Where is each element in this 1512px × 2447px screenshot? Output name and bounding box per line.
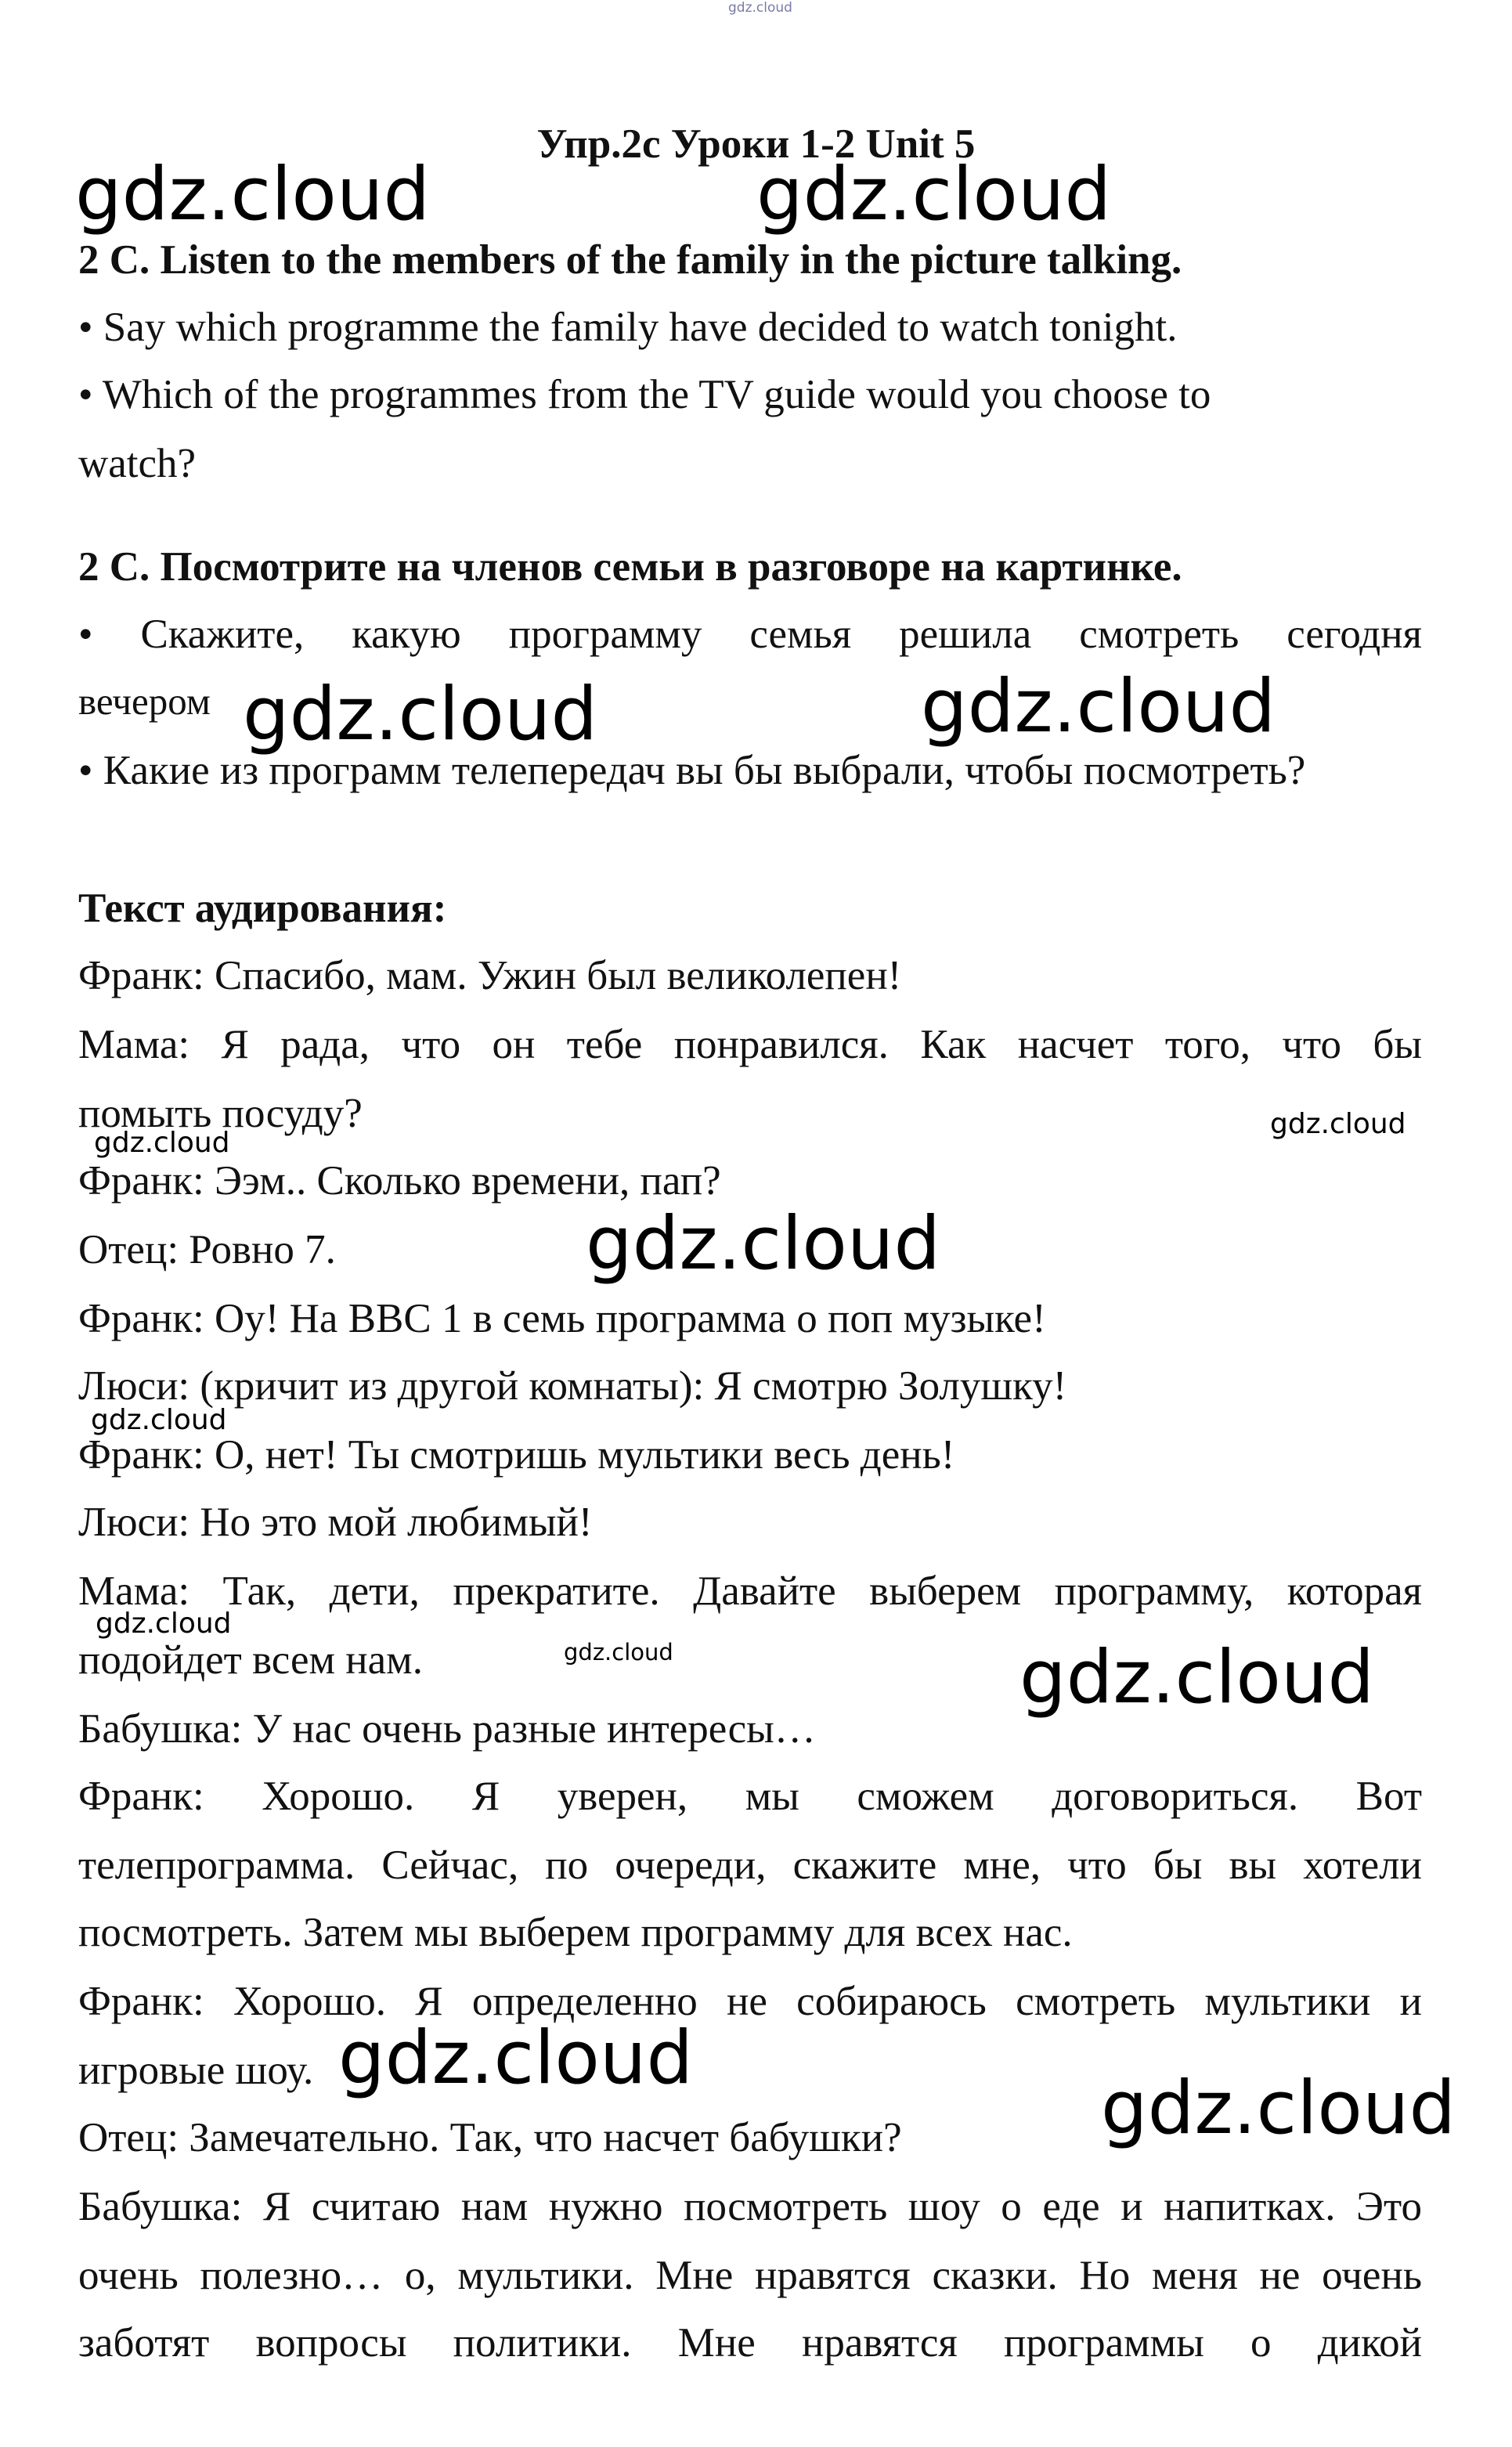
task-ru-heading: 2 C. Посмотрите на членов семьи в разговоре на картинке. bbox=[78, 544, 1182, 590]
transcript-line: игровые шоу. bbox=[78, 2048, 314, 2093]
site-mark: gdz.cloud bbox=[728, 0, 792, 16]
transcript-line: Франк: О, нет! Ты смотришь мультики весь день! bbox=[78, 1432, 955, 1478]
transcript-line: Франк: Спасибо, мам. Ужин был великолепен! bbox=[78, 953, 902, 998]
transcript-line: Бабушка: Я считаю нам нужно посмотреть шоу о еде и напитках. Это bbox=[78, 2184, 1422, 2229]
task-en-heading: 2 C. Listen to the members of the family in the picture talking. bbox=[78, 237, 1182, 283]
transcript-line: Люси: Но это мой любимый! bbox=[78, 1500, 593, 1545]
task-en-bullet-2-line-2: watch? bbox=[78, 441, 197, 486]
watermark: gdz.cloud bbox=[564, 1639, 673, 1666]
task-ru-bullet-1-line-2: вечером bbox=[78, 680, 211, 723]
watermark: gdz.cloud bbox=[1101, 2066, 1456, 2151]
transcript-heading: Текст аудирования: bbox=[78, 886, 447, 931]
transcript-line: телепрограмма. Сейчас, по очереди, скажите мне, что бы вы хотели bbox=[78, 1842, 1422, 1888]
transcript-line: подойдет всем нам. bbox=[78, 1637, 423, 1683]
transcript-line: Мама: Так, дети, прекратите. Давайте выберем программу, которая bbox=[78, 1568, 1422, 1614]
transcript-line: Отец: Ровно 7. bbox=[78, 1227, 336, 1272]
watermark: gdz.cloud bbox=[586, 1201, 941, 1287]
transcript-line: заботят вопросы политики. Мне нравятся программы о дикой bbox=[78, 2320, 1422, 2366]
transcript-line: Люси: (кричит из другой комнаты): Я смотрю Золушку! bbox=[78, 1363, 1067, 1409]
page-title: Упр.2с Уроки 1-2 Unit 5 bbox=[536, 121, 976, 167]
watermark: gdz.cloud bbox=[243, 672, 598, 757]
transcript-line: Франк: Хорошо. Я уверен, мы сможем договориться. Вот bbox=[78, 1774, 1422, 1819]
watermark: gdz.cloud bbox=[1019, 1635, 1375, 1720]
transcript-line: Отец: Замечательно. Так, что насчет бабушки? bbox=[78, 2115, 902, 2160]
task-ru-bullet-1-line-1: • Скажите, какую программу семья решила смотреть сегодня bbox=[78, 612, 1422, 657]
watermark: gdz.cloud bbox=[338, 2016, 694, 2101]
watermark: gdz.cloud bbox=[756, 152, 1112, 237]
task-en-bullet-2-line-1: • Which of the programmes from the TV guide would you choose to bbox=[78, 372, 1211, 417]
transcript-line: очень полезно… о, мультики. Мне нравятся сказки. Но меня не очень bbox=[78, 2253, 1422, 2298]
transcript-line: Франк: Ээм.. Сколько времени, пап? bbox=[78, 1158, 721, 1204]
transcript-line: Франк: Хорошо. Я определенно не собираюсь смотреть мультики и bbox=[78, 1979, 1422, 2024]
transcript-line: посмотреть. Затем мы выберем программу для всех нас. bbox=[78, 1910, 1073, 1955]
watermark: gdz.cloud bbox=[1270, 1108, 1406, 1140]
watermark: gdz.cloud bbox=[921, 664, 1276, 749]
transcript-line: Франк: Оу! На BBC 1 в семь программа о поп музыке! bbox=[78, 1296, 1046, 1341]
task-ru-bullet-2: • Какие из программ телепередач вы бы выбрали, чтобы посмотреть? bbox=[78, 748, 1306, 793]
watermark: gdz.cloud bbox=[75, 152, 431, 237]
watermark: gdz.cloud bbox=[94, 1127, 230, 1159]
transcript-line: Бабушка: У нас очень разные интересы… bbox=[78, 1706, 816, 1752]
transcript-line: помыть посуду? bbox=[78, 1091, 363, 1136]
task-en-bullet-1: • Say which programme the family have decided to watch tonight. bbox=[78, 305, 1178, 350]
watermark: gdz.cloud bbox=[96, 1608, 232, 1640]
transcript-line: Мама: Я рада, что он тебе понравился. Как насчет того, что бы bbox=[78, 1022, 1422, 1067]
watermark: gdz.cloud bbox=[91, 1404, 227, 1436]
